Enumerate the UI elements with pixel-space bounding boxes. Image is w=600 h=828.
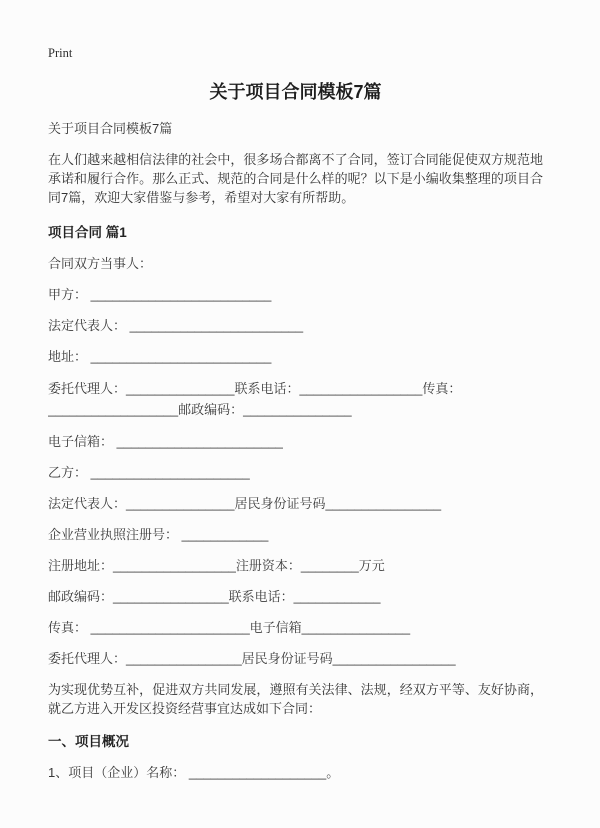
- fax-postal-code-line: __________________邮政编码：_______________: [48, 402, 352, 417]
- postal-code-phone-line: 邮政编码：________________联系电话：____________: [48, 589, 381, 604]
- page-title: 关于项目合同模板7篇: [209, 82, 382, 102]
- legal-representative-id-line: 法定代表人：_______________居民身份证号码________________: [48, 496, 442, 511]
- address-line: 地址： _________________________: [48, 349, 272, 364]
- section-heading-part1: 项目合同 篇1: [48, 225, 127, 240]
- intro-paragraph: 在人们越来越相信法律的社会中，很多场合都离不了合同，签订合同能促使双方规范地承诺和履行合作。那么正式、规范的合同是什么样的呢？以下是小编收集整理的项目合同7篇，欢迎大家借鉴与参考，希望对大家有所帮助。: [48, 152, 543, 205]
- page-subtitle: 关于项目合同模板7篇: [48, 121, 173, 136]
- email-line: 电子信箱： _______________________: [48, 434, 283, 449]
- article-one-heading: 一、项目概况: [48, 734, 129, 749]
- print-button[interactable]: Print: [48, 46, 73, 60]
- business-license-line: 企业营业执照注册号： ____________: [48, 527, 269, 542]
- contract-parties-line: 合同双方当事人：: [48, 256, 153, 271]
- agent-id-line: 委托代理人：________________居民身份证号码_________________: [48, 651, 456, 666]
- agent-phone-fax-line: 委托代理人：_______________联系电话：_________________传真：: [48, 381, 462, 396]
- party-b-line: 乙方： ______________________: [48, 465, 250, 480]
- party-a-line: 甲方： _________________________: [48, 287, 272, 302]
- registered-address-capital-line: 注册地址：_________________注册资本：________万元: [48, 558, 385, 573]
- legal-representative-line: 法定代表人： ________________________: [48, 318, 304, 333]
- project-name-line: 1、项目（企业）名称： ___________________。: [48, 765, 340, 780]
- agent-contact-block: [48, 378, 543, 420]
- fax-email-line: 传真： ______________________电子信箱_______________: [48, 620, 411, 635]
- closing-paragraph: 为实现优势互补，促进双方共同发展，遵照有关法律、法规，经双方平等、友好协商，就乙方进入开发区投资经营事宜达成如下合同：: [48, 682, 543, 716]
